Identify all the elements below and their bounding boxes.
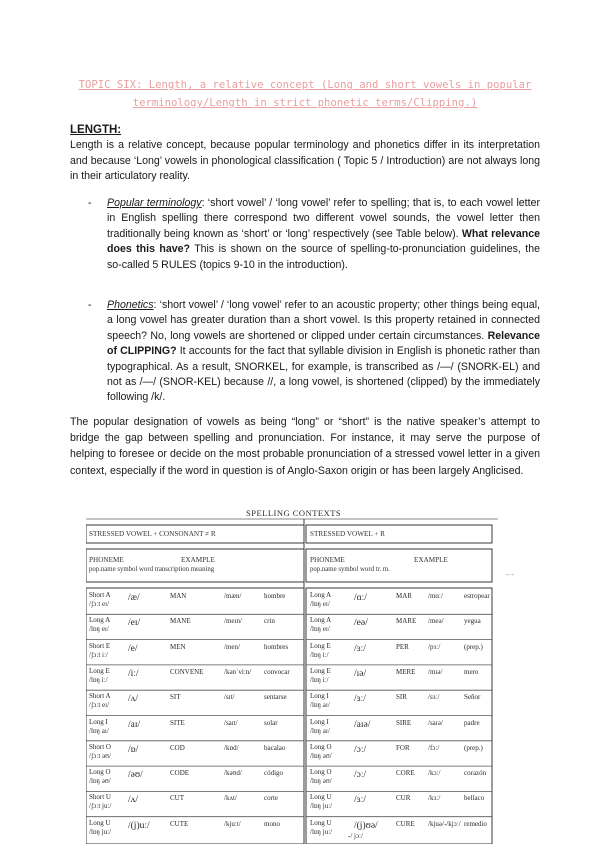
row-name: Short U	[89, 793, 111, 802]
row-transcription: /kɜː/	[428, 794, 441, 803]
row-name: Long I	[310, 692, 329, 701]
row-symbol: /eɪ/	[128, 618, 141, 629]
bullet-text-continued: It accounts for the fact that syllable division in English is phonetic rather than typographical. As a result, SNORKEL, for example, is transcribed as /—/ (SNORK-EL) and not as /—/ (SNOR-KEL) because //, a long vowel, is shortened (clipped) by the immediately following /k/.	[107, 345, 540, 404]
left-phoneme-label: PHONEME	[89, 556, 124, 564]
row-name: Long I	[89, 717, 108, 726]
row-word: FOR	[396, 743, 410, 752]
row-transcription: /kʌt/	[224, 794, 237, 803]
row-symbol: /ɔː/	[354, 770, 367, 781]
right-header: STRESSED VOWEL + R	[310, 530, 385, 538]
right-example-label: EXAMPLE	[414, 556, 448, 564]
row-meaning: Señor	[464, 693, 481, 702]
topic-title-line-2: terminology/Length in strict phonetic terms/Clipping.)	[132, 97, 478, 109]
row-meaning: remedio	[464, 819, 487, 828]
row-symbol: /aɪə/	[354, 719, 371, 730]
topic-title	[70, 76, 540, 112]
row-word: CUTE	[170, 819, 189, 828]
row-word: SIR	[396, 693, 407, 702]
row-name: Long U	[310, 818, 332, 827]
row-symbol: /ɜː/	[354, 694, 366, 705]
row-word: CUR	[396, 794, 411, 803]
row-symbol: /æ/	[128, 593, 140, 603]
row-meaning: convocar	[264, 667, 290, 676]
row-meaning: mero	[464, 667, 479, 676]
row-transcription: /kənˈviːn/	[224, 667, 252, 676]
row-meaning: yegua	[464, 617, 481, 626]
row-word: MERE	[396, 667, 416, 676]
row-transcription: /saɪə/	[428, 718, 443, 727]
right-phoneme-label: PHONEME	[310, 556, 345, 564]
row-transcription: /sɪt/	[224, 693, 235, 702]
bullet-body	[107, 196, 540, 273]
row-transcription: /kjuːt/	[224, 819, 241, 828]
row-word: MANE	[170, 617, 191, 626]
bullet-term: Popular terminology	[107, 197, 202, 209]
row-name-ipa: /ʃɔːt iː/	[89, 650, 108, 659]
row-name: Short O	[89, 742, 111, 751]
row-name: Long U	[310, 793, 332, 802]
row-name-ipa: /lɒŋ aɪ/	[89, 726, 109, 735]
row-transcription: /kɒd/	[224, 743, 239, 752]
row-name-ipa: /lɒŋ eɪ/	[89, 625, 109, 634]
row-name: Long U	[89, 818, 111, 827]
row-symbol: /ɜː/	[354, 795, 366, 806]
row-symbol: /ʌ/	[128, 795, 139, 806]
row-meaning: hombre	[264, 592, 286, 600]
row-name-ipa: /lɒŋ juː/	[89, 827, 112, 836]
row-symbol: /əʊ/	[128, 770, 143, 781]
row-word: MARE	[396, 617, 417, 626]
row-word: CUT	[170, 794, 184, 803]
row-meaning: crin	[264, 617, 275, 626]
row-name-ipa: /lɒŋ əʊ/	[310, 777, 332, 786]
row-word: CURE	[396, 819, 415, 828]
row-symbol-alt: -/ jɔː/	[348, 831, 363, 840]
row-name-ipa: /lɒŋ eɪ/	[310, 600, 330, 608]
row-name-ipa: /lɒŋ aɪ/	[310, 726, 330, 735]
row-word: MEN	[170, 642, 186, 651]
row-name: Long A	[310, 616, 332, 625]
row-name: Long A	[310, 591, 332, 599]
row-symbol: /ɑː/	[354, 593, 367, 603]
row-meaning: (prep.)	[464, 642, 483, 651]
row-meaning: corte	[264, 794, 278, 803]
row-transcription: /meɪn/	[224, 617, 242, 626]
row-name-ipa: /lɒŋ əʊ/	[310, 751, 332, 760]
bullet-dash: -	[88, 299, 92, 311]
row-symbol: /eə/	[354, 618, 368, 629]
row-name-ipa: /lɒŋ eɪ/	[310, 625, 330, 634]
row-transcription: /men/	[224, 642, 240, 651]
row-name-ipa: /ʃɔːt eɪ/	[89, 600, 110, 608]
row-word: CONVENE	[170, 667, 204, 676]
row-transcription: /mɑː/	[428, 592, 443, 600]
row-meaning: mono	[264, 819, 280, 828]
row-word: SIRE	[396, 718, 412, 727]
row-meaning: bacalao	[264, 743, 286, 752]
row-name: Short A	[89, 591, 111, 599]
row-symbol: /(j)ʊə/	[354, 820, 378, 831]
row-transcription: /kɔː/	[428, 769, 441, 778]
row-meaning: solar	[264, 718, 278, 727]
bullet-dash: -	[88, 197, 92, 209]
topic-title-line-1: TOPIC SIX: Length, a relative concept (Long and short vowels in popular	[78, 79, 532, 91]
row-transcription: /mɪə/	[428, 667, 443, 676]
row-name: Long O	[310, 768, 332, 777]
table-title: SPELLING CONTEXTS	[246, 508, 342, 518]
bullet-question: What relevance does this have?	[107, 227, 540, 256]
bullet-question: Relevance of CLIPPING?	[107, 329, 540, 358]
row-name-ipa: /lɒŋ əʊ/	[89, 777, 111, 786]
row-name-ipa: /ʃɔːt əʊ/	[89, 751, 111, 760]
row-symbol: /(j)uː/	[128, 820, 150, 831]
left-example-label: EXAMPLE	[181, 556, 215, 564]
row-symbol: /e/	[128, 643, 138, 654]
popular-designation-paragraph: The popular designation of vowels as being “long” or “short” is the native speaker’s attempt to bridge the gap between spelling and pronunciation. For instance, it may serve the purpose of helping to foresee or decide on the most probable pronunciation of a stressed vowel letter in a given context, especially if the word in question is of Anglo-Saxon origin or has been largely Anglicised.	[70, 416, 540, 477]
row-name: Long E	[310, 641, 331, 650]
row-meaning: padre	[464, 718, 480, 727]
row-transcription: /saɪt/	[224, 718, 238, 727]
row-meaning: código	[264, 769, 284, 778]
row-name: Short E	[89, 641, 111, 650]
row-name-ipa: /lɒŋ aɪ/	[310, 701, 330, 710]
margin-mark: -·-	[506, 570, 514, 579]
row-meaning: hombres	[264, 642, 289, 651]
left-subheader: pop.name symbol word transcription meaning	[89, 566, 215, 573]
bullet-text: : ‘short vowel’ / ‘long vowel’ refer to an acoustic property; other things being equal, a long vowel has greater duration than a short vowel. Is this property retained in connected speech? No, long vowels are shortened or clipped under certain circumstances.	[107, 299, 540, 342]
bullet-text-continued: This is shown on the source of spelling-to-pronunciation guidelines, the so-called 5 RULES (topics 9-10 in the introduction).	[107, 243, 540, 271]
row-transcription: /pɜː/	[428, 642, 441, 651]
row-transcription: /sɜː/	[428, 693, 440, 702]
row-symbol: /iː/	[128, 668, 139, 679]
bullet-body	[107, 298, 540, 406]
row-word: PER	[396, 642, 409, 651]
row-name: Long E	[89, 666, 110, 675]
row-word: MAN	[170, 592, 187, 600]
row-name-ipa: /ʃɔːt juː/	[89, 802, 112, 811]
row-symbol: /ɒ/	[128, 744, 139, 755]
bullet-popular-terminology	[88, 196, 540, 273]
row-word: SITE	[170, 718, 185, 727]
row-name-ipa: /lɒŋ iː/	[310, 650, 329, 659]
bullet-phonetics	[88, 298, 540, 406]
row-name-ipa: /lɒŋ iː/	[310, 675, 329, 684]
section-heading-length: LENGTH:	[70, 124, 122, 136]
bullet-term: Phonetics	[107, 299, 154, 311]
row-word: SIT	[170, 693, 181, 702]
row-transcription: /mæn/	[224, 592, 242, 600]
spelling-contexts-table-image	[86, 508, 498, 844]
row-word: CODE	[170, 769, 190, 778]
row-name-ipa: /lɒŋ juː/	[310, 827, 333, 836]
row-symbol: /ɪə/	[354, 668, 367, 679]
right-subheader: pop.name symbol word tr. m.	[310, 566, 390, 573]
row-name-ipa: /lɒŋ juː/	[310, 802, 333, 811]
row-transcription: /kəʊd/	[224, 769, 242, 778]
row-meaning: estropear	[464, 592, 490, 600]
row-word: MAR	[396, 592, 412, 600]
row-name: Long E	[310, 666, 331, 675]
row-meaning: sentarse	[264, 693, 287, 702]
row-word: CORE	[396, 769, 415, 778]
row-name: Long I	[310, 717, 329, 726]
row-name-ipa: /lɒŋ iː/	[89, 675, 108, 684]
row-transcription: /kjuə/-/kjɔː/	[428, 819, 461, 828]
row-transcription: /fɔː/	[428, 743, 440, 752]
row-name: Short A	[89, 692, 111, 701]
row-symbol: /ɜː/	[354, 643, 366, 654]
intro-paragraph: Length is a relative concept, because popular terminology and phonetics differ in its interpretation and because ‘Long’ vowels in phonological classification ( Topic 5 / Introduction) are not always long in their articulatory reality.	[70, 139, 540, 182]
row-name: Long O	[89, 768, 111, 777]
row-symbol: /ʌ/	[128, 694, 139, 705]
row-name: Long A	[89, 616, 111, 625]
row-symbol: /aɪ/	[128, 719, 141, 730]
row-name-ipa: /ʃɔːt eɪ/	[89, 701, 110, 710]
row-meaning: (prep.)	[464, 743, 483, 752]
row-word: COD	[170, 743, 185, 752]
bullet-text: : ‘short vowel’ / ‘long vowel’ refer to spelling; that is, to each vowel letter in English spelling there correspond two different vowel sounds, the vowel letter then traditionally being known as ‘short’ or ‘long’ respectively (see Table below).	[107, 197, 540, 240]
row-name: Long O	[310, 742, 332, 751]
row-transcription: /meə/	[428, 617, 444, 626]
row-meaning: bellaco	[464, 794, 485, 803]
left-header: STRESSED VOWEL + CONSONANT ≠ R	[89, 530, 216, 538]
row-symbol: /ɔː/	[354, 744, 367, 755]
row-meaning: corazón	[464, 769, 487, 778]
